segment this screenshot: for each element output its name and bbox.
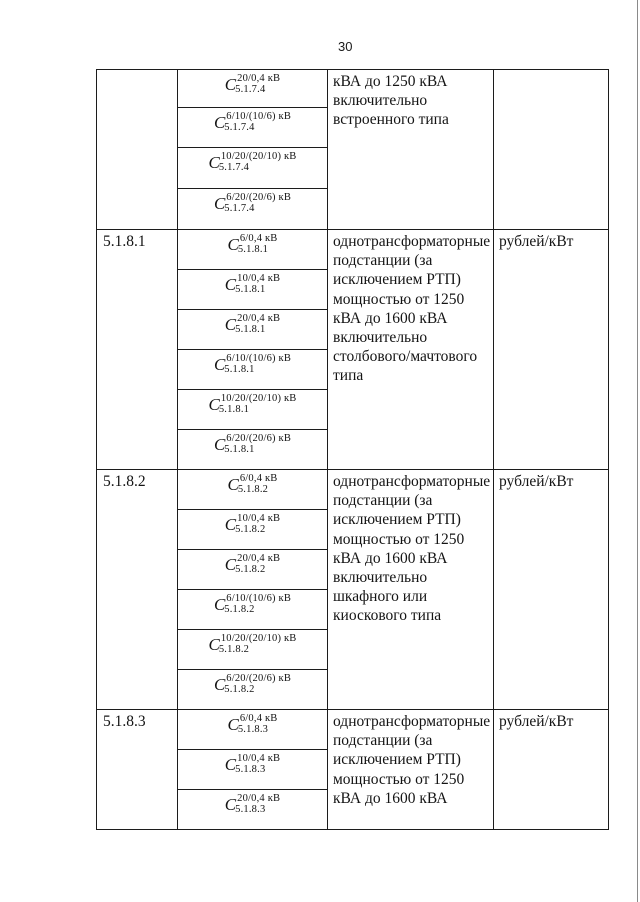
formula-scripts (218, 393, 297, 415)
description-line: однотрансформаторные (333, 713, 491, 730)
formula-subscript: 5.1.8.2 (218, 644, 250, 655)
formula-scripts (237, 273, 280, 295)
description-line: включительно (333, 92, 428, 110)
formula-subscript: 5.1.8.1 (224, 444, 255, 455)
formula-symbol: C (208, 152, 220, 172)
formula-scripts (226, 111, 291, 133)
description-cell (328, 230, 494, 470)
formula-cell (178, 790, 328, 830)
formula-scripts (226, 673, 291, 695)
formula-superscript: 10/20/(20/10) кВ (220, 393, 297, 404)
formula-subscript: 5.1.7.4 (224, 203, 255, 214)
description-line: исключением РТП) (333, 751, 461, 769)
rate-formula (214, 433, 291, 455)
formula-subscript: 5.1.8.3 (237, 724, 269, 735)
formula-scripts (226, 353, 291, 375)
description-line: киоскового типа (333, 607, 442, 625)
formula-symbol: C (224, 794, 237, 814)
code-cell (97, 70, 178, 230)
description-line: подстанции (за (333, 252, 433, 270)
formula-symbol: C (227, 714, 239, 734)
formula-cell (178, 590, 328, 630)
rate-formula (225, 793, 280, 815)
formula-superscript: 20/0,4 кВ (237, 553, 281, 564)
formula-subscript: 5.1.8.1 (224, 364, 255, 375)
formula-subscript: 5.1.7.4 (218, 162, 250, 173)
formula-superscript: 6/10/(10/6) кВ (226, 111, 292, 122)
item-code: 5.1.8.2 (103, 473, 146, 490)
formula-superscript: 6/20/(20/6) кВ (226, 192, 292, 203)
formula-scripts (226, 433, 291, 455)
unit-cell (494, 70, 609, 230)
formula-superscript: 10/20/(20/10) кВ (220, 633, 297, 644)
formula-superscript: 10/0,4 кВ (237, 753, 281, 764)
formula-cell (178, 350, 328, 390)
formula-symbol: C (213, 594, 226, 614)
formula-symbol: C (224, 314, 237, 334)
formula-scripts (237, 473, 278, 495)
page-number: 30 (338, 39, 353, 54)
rate-formula (214, 593, 291, 615)
formula-symbol: C (224, 274, 237, 294)
formula-cell (178, 710, 328, 750)
unit-cell (494, 230, 609, 470)
description-line: мощностью от 1250 (333, 290, 465, 308)
formula-cell (178, 310, 328, 350)
rate-formula (225, 273, 280, 295)
formula-cell (178, 189, 328, 230)
rate-formula (214, 111, 291, 133)
formula-symbol: C (208, 634, 220, 654)
formula-symbol: C (213, 674, 226, 694)
code-cell (97, 470, 178, 710)
scan-edge (637, 0, 638, 902)
formula-cell (178, 108, 328, 148)
formula-superscript: 6/10/(10/6) кВ (226, 353, 292, 364)
formula-scripts (237, 553, 280, 575)
formula-subscript: 5.1.8.2 (235, 524, 266, 535)
description-cell (328, 710, 494, 830)
formula-symbol: C (224, 74, 237, 94)
formula-superscript: 6/0,4 кВ (239, 473, 278, 484)
formula-cell (178, 230, 328, 270)
formula-subscript: 5.1.8.3 (235, 764, 266, 775)
formula-cell (178, 550, 328, 590)
description-line: подстанции (за (333, 732, 433, 750)
formula-cell (178, 148, 328, 189)
rate-formula (228, 233, 278, 255)
description-line: исключением РТП) (333, 271, 461, 289)
description-line: встроенного типа (333, 111, 449, 129)
description-line: кВА до 1600 кВА (333, 549, 448, 567)
formula-symbol: C (213, 193, 226, 213)
formula-scripts (218, 151, 297, 173)
formula-symbol: C (208, 394, 220, 414)
formula-scripts (237, 713, 278, 735)
formula-subscript: 5.1.8.1 (218, 404, 250, 415)
formula-subscript: 5.1.8.2 (224, 604, 255, 615)
description-line: подстанции (за (333, 492, 433, 510)
tariff-table (96, 69, 609, 830)
description-cell (328, 70, 494, 230)
formula-subscript: 5.1.8.2 (237, 484, 269, 495)
formula-cell (178, 270, 328, 310)
item-code: 5.1.8.1 (103, 233, 146, 250)
formula-subscript: 5.1.7.4 (224, 122, 255, 133)
formula-scripts (226, 192, 291, 214)
formula-cell (178, 630, 328, 670)
formula-superscript: 20/0,4 кВ (237, 793, 281, 804)
description-line: исключением РТП) (333, 511, 461, 529)
description-line: однотрансформаторные (333, 233, 491, 250)
rate-formula (225, 553, 280, 575)
formula-superscript: 6/10/(10/6) кВ (226, 593, 292, 604)
rate-formula (208, 393, 296, 415)
rate-formula (214, 192, 291, 214)
description-line: кВА до 1600 кВА (333, 309, 448, 327)
description-line: типа (333, 367, 364, 385)
formula-subscript: 5.1.8.1 (235, 284, 266, 295)
formula-superscript: 10/0,4 кВ (237, 513, 281, 524)
formula-symbol: C (213, 434, 226, 454)
rate-formula (225, 753, 280, 775)
item-code: 5.1.8.3 (103, 713, 146, 730)
formula-symbol: C (224, 514, 237, 534)
description-line: однотрансформаторные (333, 473, 491, 490)
description-line: включительно (333, 329, 428, 347)
code-cell (97, 710, 178, 830)
formula-scripts (237, 513, 280, 535)
rate-formula (208, 633, 296, 655)
formula-superscript: 6/20/(20/6) кВ (226, 433, 292, 444)
formula-cell (178, 470, 328, 510)
formula-superscript: 6/0,4 кВ (239, 233, 278, 244)
unit-cell (494, 710, 609, 830)
formula-subscript: 5.1.8.3 (235, 804, 266, 815)
rate-formula (225, 73, 280, 95)
formula-superscript: 6/20/(20/6) кВ (226, 673, 292, 684)
formula-cell (178, 670, 328, 710)
formula-superscript: 10/0,4 кВ (237, 273, 281, 284)
formula-subscript: 5.1.8.2 (235, 564, 266, 575)
formula-symbol: C (213, 354, 226, 374)
formula-scripts (237, 73, 280, 95)
formula-subscript: 5.1.8.1 (235, 324, 266, 335)
unit-label: рублей/кВт (499, 713, 574, 730)
formula-subscript: 5.1.8.1 (237, 244, 269, 255)
rate-formula (225, 313, 280, 335)
formula-symbol: C (213, 112, 226, 132)
description-line: кВА до 1600 кВА (333, 789, 448, 807)
description-cell (328, 470, 494, 710)
formula-cell (178, 70, 328, 108)
formula-cell (178, 750, 328, 790)
formula-cell (178, 510, 328, 550)
description-line: шкафного или (333, 588, 428, 606)
formula-scripts (218, 633, 297, 655)
formula-superscript: 6/0,4 кВ (239, 713, 278, 724)
formula-symbol: C (224, 554, 237, 574)
formula-subscript: 5.1.8.2 (224, 684, 255, 695)
rate-formula (228, 473, 278, 495)
formula-subscript: 5.1.7.4 (235, 84, 266, 95)
rate-formula (214, 353, 291, 375)
formula-scripts (237, 313, 280, 335)
description-line: мощностью от 1250 (333, 770, 465, 788)
unit-label: рублей/кВт (499, 473, 574, 490)
description-line: столбового/мачтового (333, 348, 478, 366)
code-cell (97, 230, 178, 470)
formula-superscript: 20/0,4 кВ (237, 73, 281, 84)
formula-scripts (226, 593, 291, 615)
unit-label: рублей/кВт (499, 233, 574, 250)
rate-formula (225, 513, 280, 535)
unit-cell (494, 470, 609, 710)
description-line: включительно (333, 569, 428, 587)
rate-formula (208, 151, 296, 173)
formula-scripts (237, 753, 280, 775)
formula-symbol: C (224, 754, 237, 774)
formula-scripts (237, 793, 280, 815)
description-line: мощностью от 1250 (333, 530, 465, 548)
rate-formula (214, 673, 291, 695)
formula-symbol: C (227, 474, 239, 494)
formula-cell (178, 430, 328, 470)
formula-symbol: C (227, 234, 239, 254)
formula-superscript: 10/20/(20/10) кВ (220, 151, 297, 162)
description-line: кВА до 1250 кВА (333, 73, 448, 90)
formula-cell (178, 390, 328, 430)
formula-scripts (237, 233, 278, 255)
formula-superscript: 20/0,4 кВ (237, 313, 281, 324)
rate-formula (228, 713, 278, 735)
